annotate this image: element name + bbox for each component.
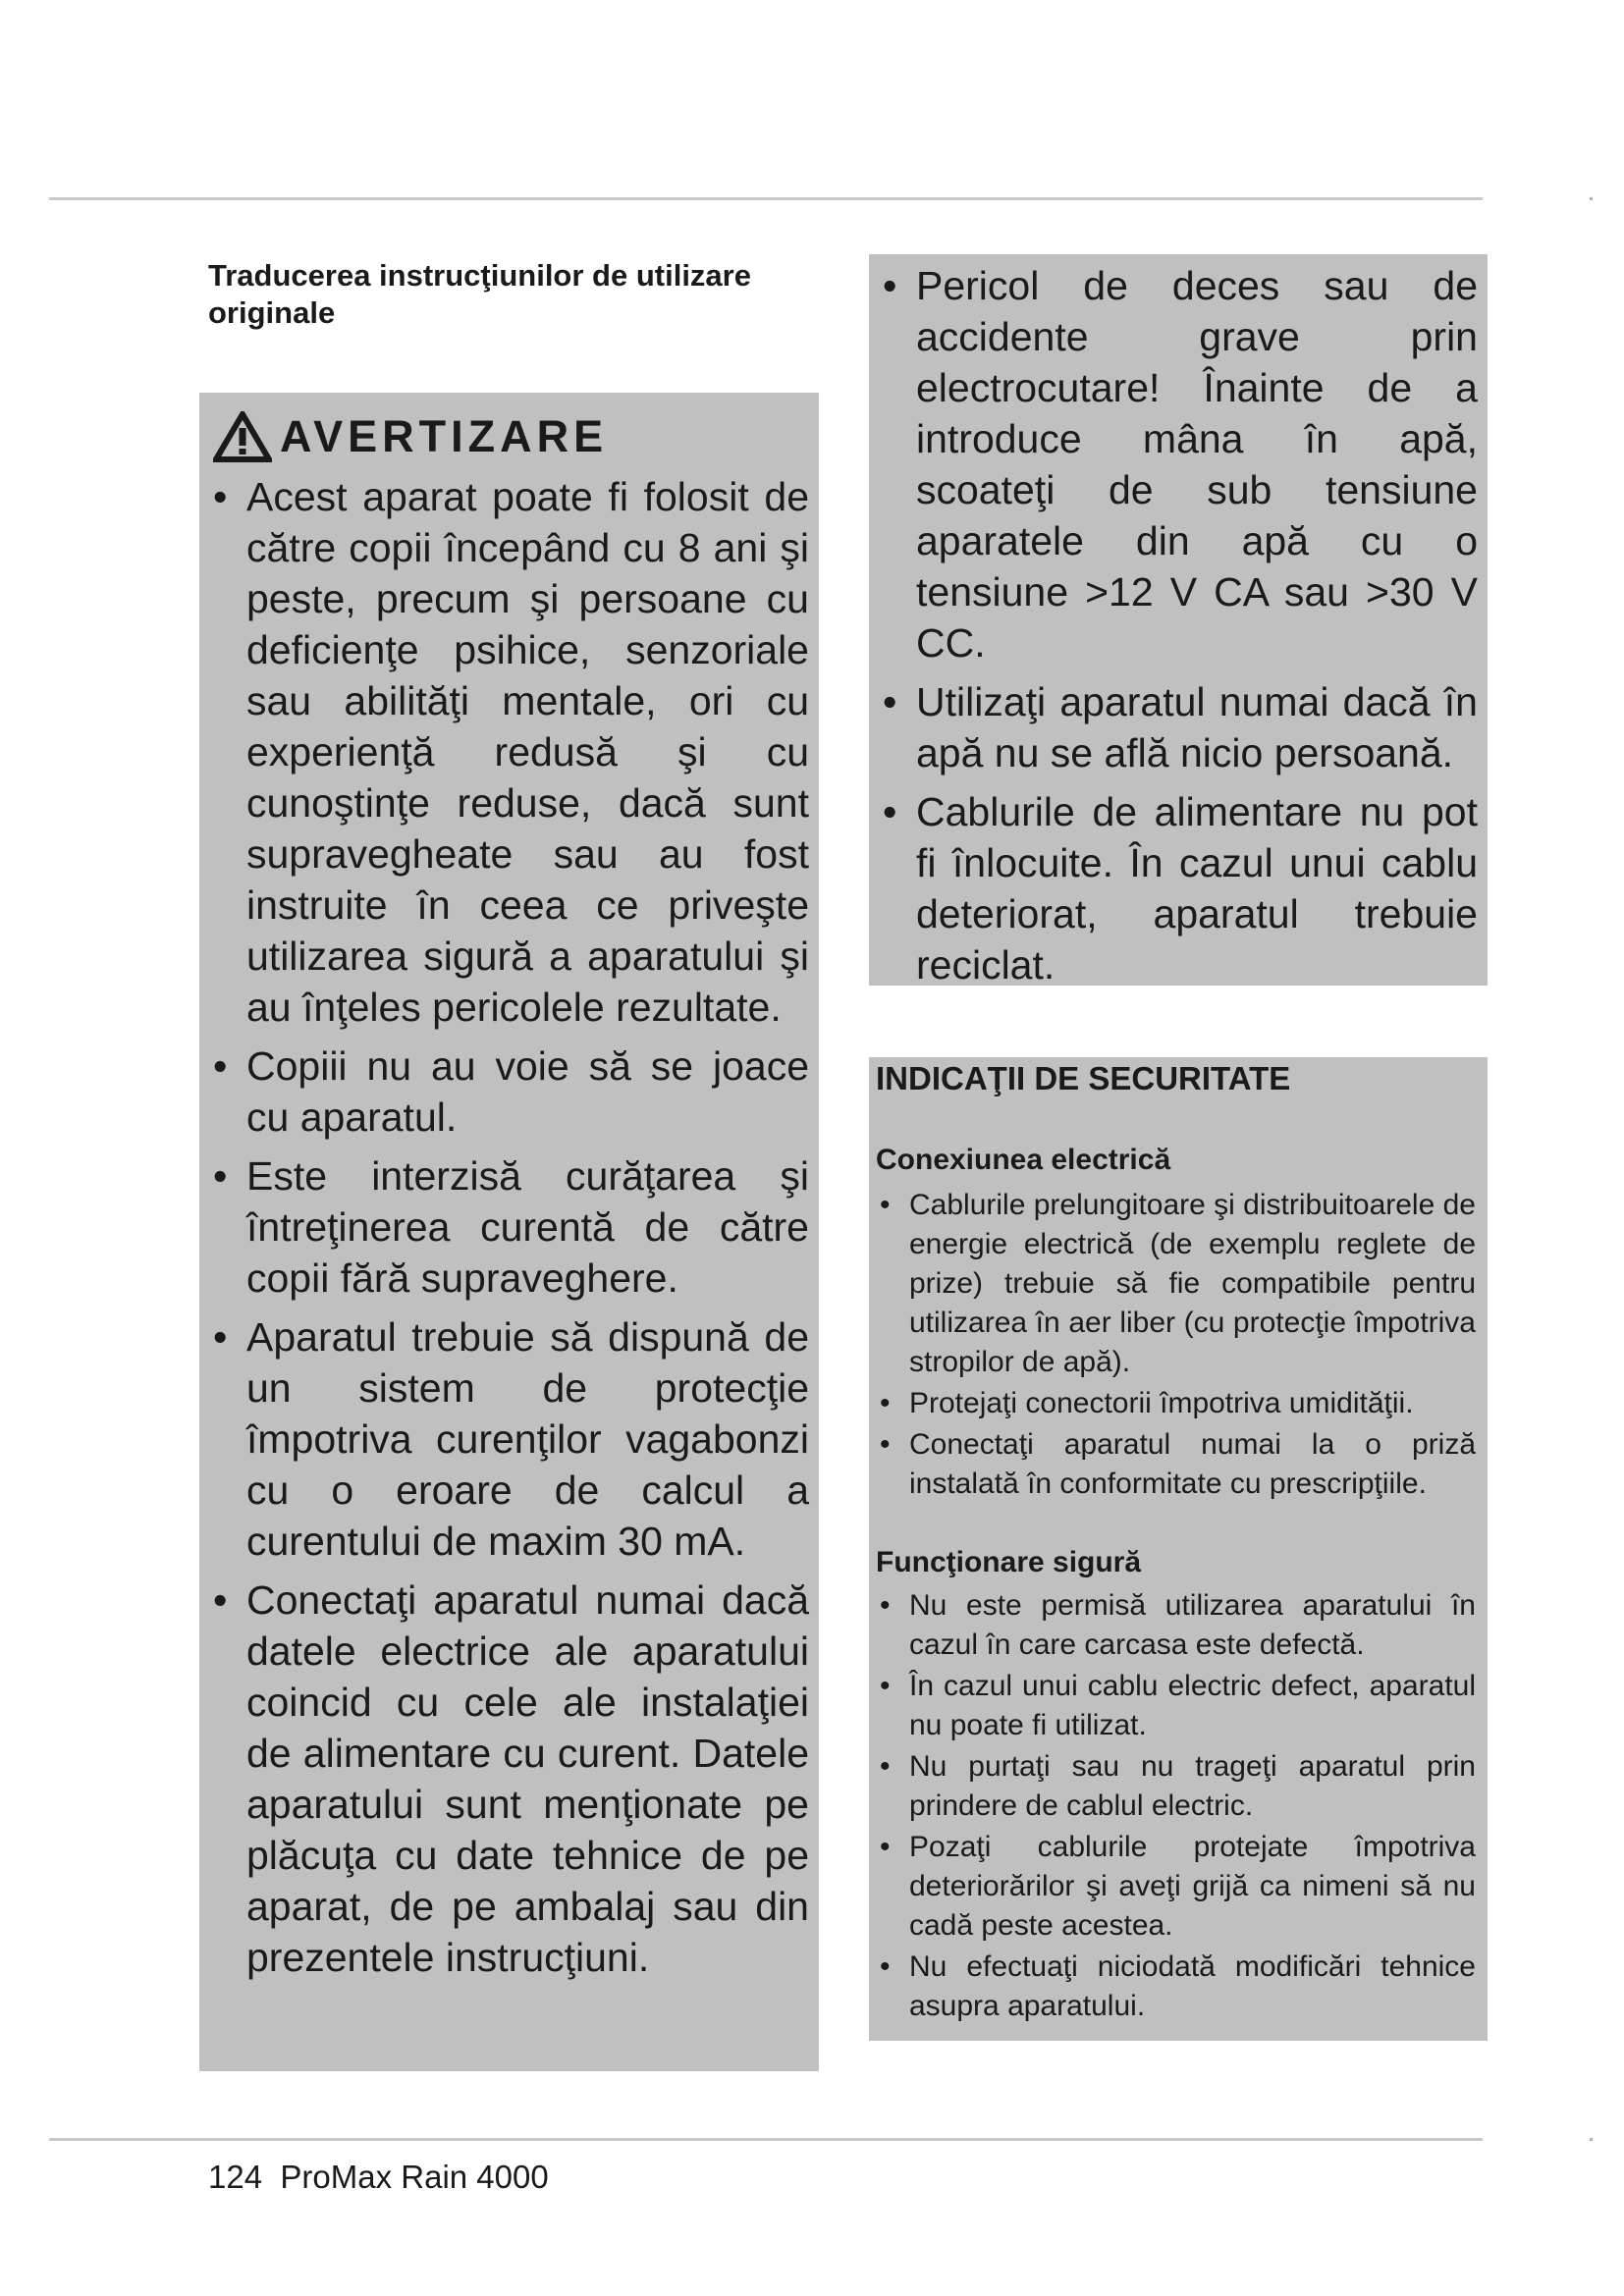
page-number: 124 xyxy=(208,2159,263,2195)
list-item: • Pericol de deces sau de accidente grave prin electrocutare! Înainte de a introduce mâna în apă, scoateţi de sub tensiune aparatele din apă cu o tensiune >12 V CA sau >30 V CC. xyxy=(879,260,1478,668)
warning-triangle-icon xyxy=(213,411,272,462)
list-item: • Utilizaţi aparatul numai dacă în apă nu se află nicio persoană. xyxy=(879,676,1478,778)
warning-heading: AVERTIZARE xyxy=(280,411,609,461)
section-title-safe-operation: Funcţionare sigură xyxy=(876,1546,1142,1578)
section-title-electrical: Conexiunea electrică xyxy=(876,1144,1171,1176)
list-item: • În cazul unui cablu electric defect, aparatul nu poate fi utilizat. xyxy=(876,1667,1476,1745)
warning-box-left xyxy=(199,393,819,2071)
top-rule xyxy=(49,197,1483,200)
margin-mark xyxy=(1590,197,1593,200)
page-footer xyxy=(208,2157,549,2198)
list-item: • Aparatul trebuie să dispună de un sistem de protecţie împotriva curenţilor vagabonzi cu o eroare de calcul a curentului de maxim 30 mA. xyxy=(209,1311,809,1567)
list-item: • Nu efectuaţi niciodată modificări tehnice asupra aparatului. xyxy=(876,1948,1476,2026)
electrical-list xyxy=(876,1186,1476,1504)
document-title: Traducerea instrucţiunilor de utilizare originale xyxy=(208,258,751,330)
margin-mark xyxy=(1590,2138,1593,2141)
list-item: • Protejaţi conectorii împotriva umidităţii. xyxy=(876,1384,1476,1423)
warning-list-left xyxy=(209,471,809,1983)
warning-box-right xyxy=(869,254,1488,986)
list-item: • Conectaţi aparatul numai la o priză instalată în conformitate cu prescripţiile. xyxy=(876,1425,1476,1504)
list-item: • Nu este permisă utilizarea aparatului în cazul în care carcasa este defectă. xyxy=(876,1586,1476,1665)
list-item: • Cablurile de alimentare nu pot fi înlocuite. În cazul unui cablu deteriorat, aparatul trebuie reciclat. xyxy=(879,786,1478,990)
bottom-rule xyxy=(49,2138,1483,2141)
list-item: • Pozaţi cablurile protejate împotriva deteriorărilor şi aveţi grijă ca nimeni să nu cadă peste acestea. xyxy=(876,1828,1476,1946)
list-item: • Cablurile prelungitoare şi distribuitoarele de energie electrică (de exemplu reglete de prize) trebuie să fie compatibile pentru utilizarea în aer liber (cu protecţie împotriva stropilor de apă). xyxy=(876,1186,1476,1382)
safety-heading: INDICAŢII DE SECURITATE xyxy=(876,1060,1291,1096)
list-item: • Conectaţi aparatul numai dacă datele electrice ale aparatului coincid cu cele ale instalaţiei de alimentare cu curent. Datele aparatului sunt menţionate pe plăcuţa cu date tehnice de pe aparat, de pe ambalaj sau din prezentele instrucţiuni. xyxy=(209,1575,809,1983)
list-item: • Este interzisă curăţarea şi întreţinerea curentă de către copii fără supraveghere. xyxy=(209,1150,809,1304)
list-item: • Acest aparat poate fi folosit de către copii începând cu 8 ani şi peste, precum şi persoane cu deficienţe psihice, senzoriale sau abilităţi mentale, ori cu experienţă redusă şi cu cunoştinţe reduse, dacă sunt supravegheate sau au fost instruite în ceea ce priveşte utilizarea sigură a aparatului şi au înţeles pericolele rezultate. xyxy=(209,471,809,1033)
safe-operation-list xyxy=(876,1586,1476,2026)
list-item: • Copiii nu au voie să se joace cu aparatul. xyxy=(209,1041,809,1143)
safety-box xyxy=(869,1057,1488,2041)
list-item: • Nu purtaţi sau nu trageţi aparatul prin prindere de cablul electric. xyxy=(876,1747,1476,1826)
warning-header xyxy=(213,402,809,471)
warning-list-right xyxy=(879,260,1478,990)
product-name: ProMax Rain 4000 xyxy=(280,2159,549,2195)
